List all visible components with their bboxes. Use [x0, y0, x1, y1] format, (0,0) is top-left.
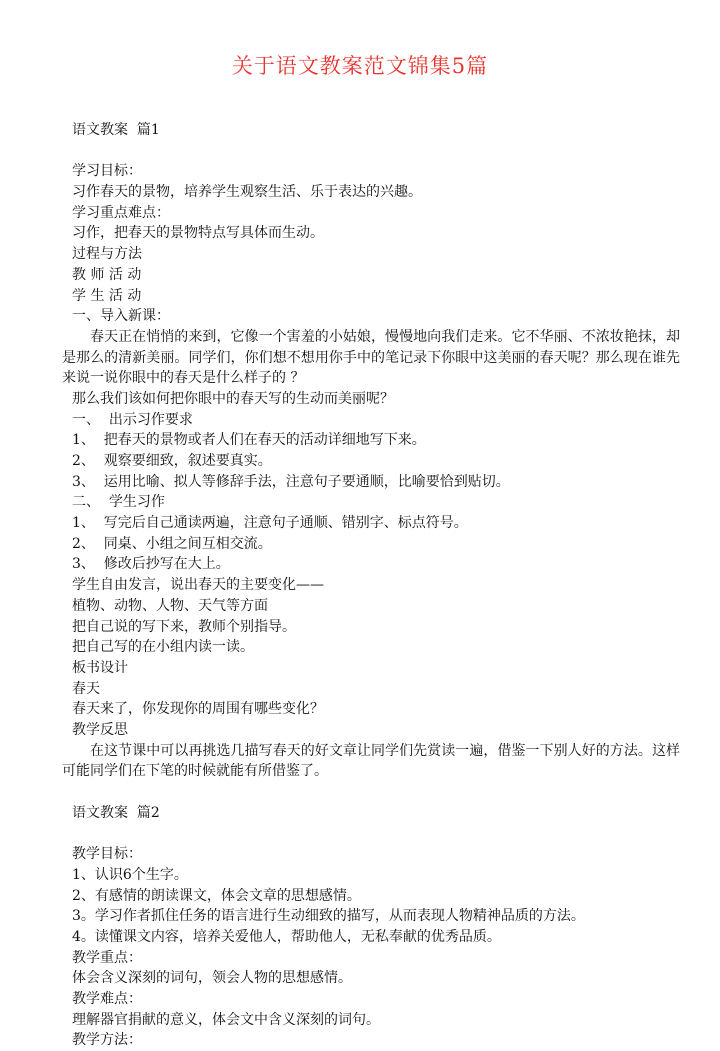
text-line: 二、 学生习作 [72, 494, 165, 511]
text-line: 教学重点： [72, 949, 142, 966]
text-line: 2、 观察要细致，叙述要真实。 [72, 453, 272, 470]
text-line: 习作春天的景物，培养学生观察生活、乐于表达的兴趣。 [72, 184, 422, 201]
text-line: 学习重点难点： [72, 204, 170, 221]
text-line: 一、 出示习作要求 [72, 411, 193, 428]
text-line: 一、导入新课： [72, 308, 170, 325]
reflection-paragraph: 在这节课中可以再挑选几描写春天的好文章让同学们先赏读一遍，借鉴一下别人好的方法。这样可能同学们在下笔的时候就能有所借鉴了。 [62, 742, 680, 780]
text-line: 1、认识6个生字。 [72, 866, 188, 883]
text-line: 春天来了，你发现你的周围有哪些变化？ [72, 701, 324, 718]
document-title: 关于语文教案范文锦集5篇 [231, 54, 489, 78]
spacer [72, 782, 652, 803]
text-line: 1、 写完后自己通读两遍，注意句子通顺、错别字、标点符号。 [72, 515, 468, 532]
text-line: 植物、动物、人物、天气等方面 [72, 597, 268, 614]
text-line: 过程与方法 [72, 246, 142, 263]
text-line: 把自己写的在小组内读一读。 [72, 639, 254, 656]
text-line: 学习目标： [72, 163, 142, 180]
text-line: 体会含义深刻的词句，领会人物的思想感情。 [72, 970, 352, 987]
text-line: 板书设计 [72, 659, 128, 676]
text-line: 3、 运用比喻、拟人等修辞手法，注意句子要通顺，比喻要恰到贴切。 [72, 473, 510, 490]
text-line: 把自己说的写下来，教师个别指导。 [72, 618, 296, 635]
text-line: 2、 同桌、小组之间互相交流。 [72, 535, 272, 552]
text-line: 春天 [72, 680, 100, 697]
text-line: 4。读懂课文内容，培养关爱他人，帮助他人，无私奉献的优秀品质。 [72, 928, 501, 945]
text-line: 3。学习作者抓住任务的语言进行生动细致的描写，从而表现人物精神品质的方法。 [72, 908, 585, 925]
text-line: 理解器官捐献的意义，体会文中含义深刻的词句。 [72, 1011, 380, 1028]
text-line: 学 生 活 动 [72, 287, 142, 304]
text-line: 习作，把春天的景物特点写具体而生动。 [72, 225, 324, 242]
text-line: 那么我们该如何把你眼中的春天写的生动而美丽呢？ [72, 390, 394, 407]
text-line: 教学反思 [72, 721, 128, 738]
text-line: 3、 修改后抄写在大上。 [72, 556, 230, 573]
intro-paragraph: 春天正在悄悄的来到，它像一个害羞的小姑娘，慢慢地向我们走来。它不华丽、不浓妆艳抹，却是那么的清新美丽。同学们，你们想不想用你手中的笔记录下你眼中这美丽的春天呢？那么现在谁先来说一说你眼中的春天是什么样子的 ？ [62, 328, 680, 387]
text-line: 教学目标： [72, 846, 142, 863]
spacer [72, 823, 652, 844]
section1-heading: 语文教案 篇1 [72, 122, 160, 138]
text-line: 教学难点： [72, 990, 142, 1007]
text-line: 学生自由发言，说出春天的主要变化—— [72, 577, 324, 594]
text-line: 教 师 活 动 [72, 266, 142, 283]
section2-heading: 语文教案 篇2 [72, 804, 160, 821]
text-line: 2、有感情的朗读课文，体会文章的思想感情。 [72, 887, 361, 904]
text-line: 教学方法： [72, 1032, 142, 1049]
document-body [62, 120, 680, 1051]
text-line: 1、 把春天的景物或者人们在春天的活动详细地写下来。 [72, 432, 426, 449]
spacer [72, 141, 652, 162]
